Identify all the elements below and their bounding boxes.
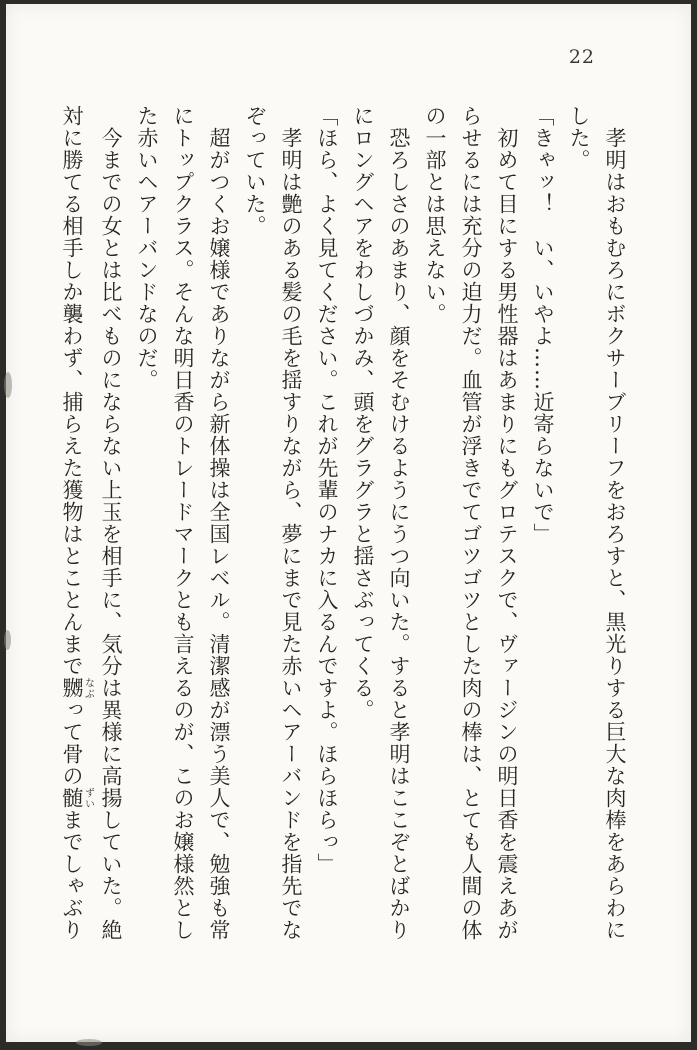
ruby-text: なぶ [82,677,94,699]
text-column: 恐ろしさのあまり、顔をそむけるようにうつ向いた。すると孝明はここぞとばかり [387,127,411,941]
text-column: した。 [567,105,591,171]
ruby-annotation [60,787,94,809]
text-column: 超がつくお嬢様でありながら新体操は全国レベル。清潔感が漂う美人で、勉強も常 [207,127,231,941]
text-column [54,105,93,947]
text-column: の一部とは思えない。 [423,105,447,325]
text-segment: までしゃぶり [60,809,84,941]
ruby-base: 嬲 [60,677,84,699]
ruby-text: ずい [82,787,94,809]
book-page [6,4,691,1042]
text-column: た赤いヘアーバンドなのだ。 [135,105,159,391]
text-column: にロングヘアをわしづかみ、頭をグラグラと揺さぶってくる。 [351,105,375,721]
ruby-annotation [60,677,94,699]
text-column: にトップクラス。そんな明日香のトレードマークとも言えるのが、このお嬢様然とし [171,105,195,941]
ruby-base: 髄 [60,787,84,809]
text-column: 今までの女とは比べものにならない上玉を相手に、気分は異様に高揚していた。絶 [99,127,123,941]
text-segment: 対に勝てる相手しか襲わず、捕らえた獲物はとことんまで [60,105,84,677]
body-text [54,105,633,947]
text-column: 「ほら、よく見てください。これが先輩のナカに入るんですよ。ほらほらっ」 [315,105,339,875]
text-column: 孝明はおもむろにボクサーブリーフをおろすと、黒光りする巨大な肉棒をあらわに [603,127,627,941]
text-segment: って骨の [60,699,84,787]
text-column: らせるには充分の迫力だ。血管が浮きでてゴツゴツとした肉の棒は、とても人間の体 [459,105,483,941]
scan-artifact [4,372,12,398]
scan-artifact [76,1039,102,1046]
text-column: 初めて目にする男性器はあまりにもグロテスクで、ヴァージンの明日香を震えあが [495,127,519,941]
text-column: ぞっていた。 [243,105,267,237]
scan-artifact [4,630,11,650]
page-number: 22 [568,46,595,68]
text-column: 「きゃッ！ い、いやよ……近寄らないで」 [531,105,555,545]
text-column: 孝明は艶のある髪の毛を揺すりながら、夢にまで見た赤いヘアーバンドを指先でな [279,127,303,941]
